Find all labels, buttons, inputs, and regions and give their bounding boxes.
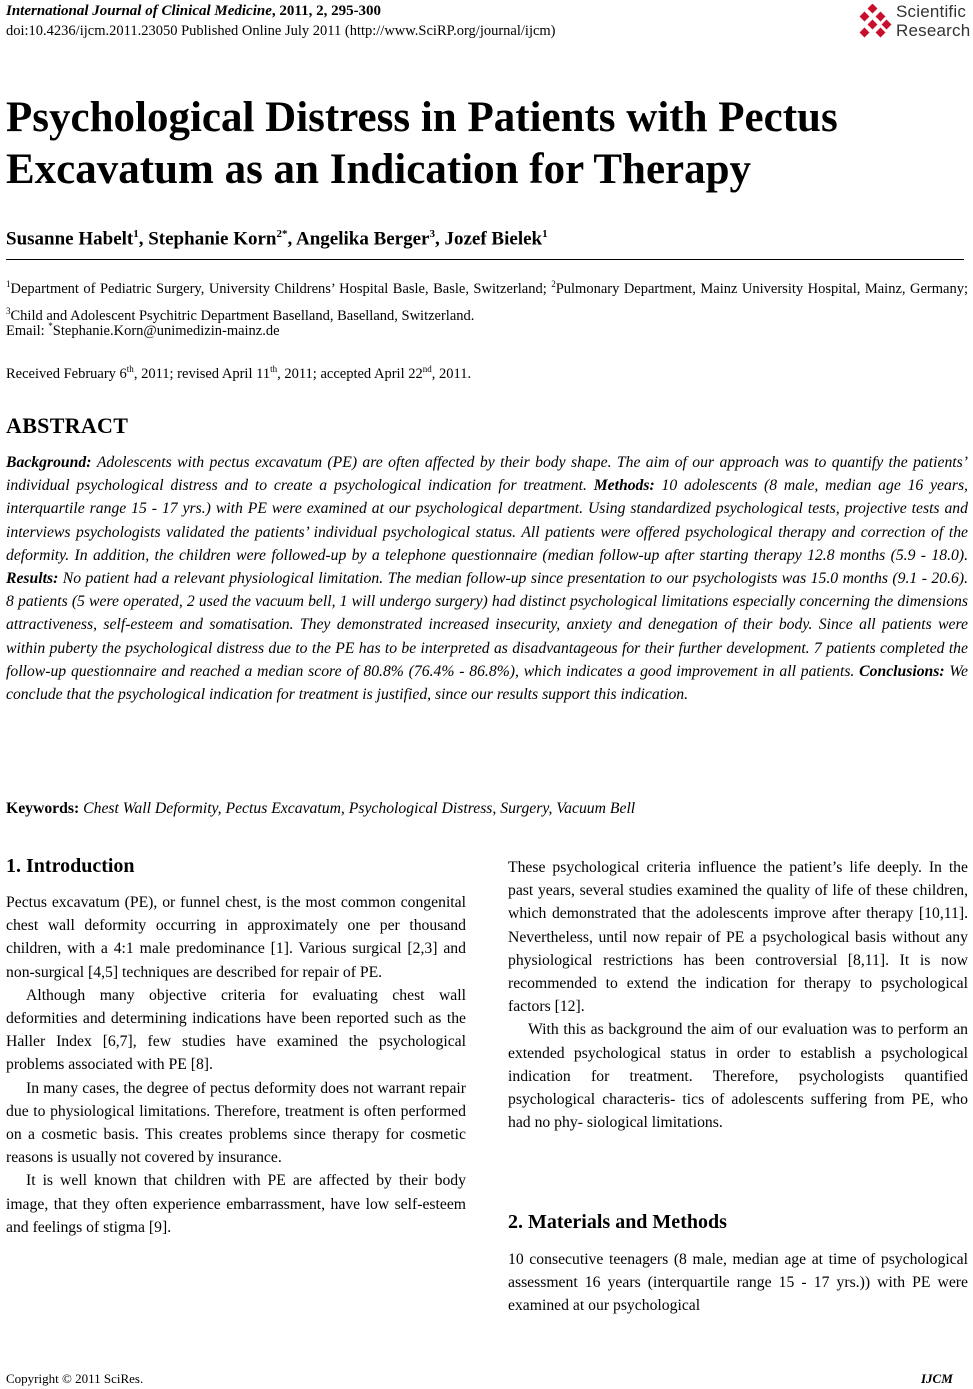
methods-column [508,1248,968,1318]
received-dates [6,364,471,383]
email-mark: * [48,321,53,331]
author-affiliation-mark: 3 [429,228,435,240]
intro-paragraph-6: With this as background the aim of our evaluation was to perform an extended psychological status in order to establish a psychological indication for treatment. Therefore, psychologists quantified psychological characteris- tics of adolescents suffering from PE, who had no phy- siological limitations. [508,1021,968,1132]
logo-text [896,2,970,40]
scientific-research-logo-icon [854,4,894,44]
author-name: Stephanie Korn [148,228,277,250]
journal-citation [6,3,381,20]
intro-paragraph-2: Although many objective criteria for evaluating chest wall deformities and determining indications have been reported such as the Haller Index [6,7], few studies have examined the psychological problems associated with PE [8]. [6,986,466,1074]
background-label: Background [6,454,87,471]
author-name: Jozef Bielek [444,228,543,250]
abstract-body: Background: Adolescents with pectus excavatum (PE) are often affected by their body shape. The aim of our approach was to quantify the patients’ individual psychological distress and to create a psychological indication for treatment. Methods: 10 adolescents (8 male, median age 16 years, interquartile range 15 - 17 yrs.) with PE were examined at our psychological department. Using standardized psychological tests, projective tests and interviews psychologists validated the patients’ individual psychological status. All patients were offered psychological therapy and correction of the deformity. In addition, the children were followed-up by a telephone questionnaire (median follow-up after starting therapy 12.8 months (5.9 - 18.0). Results: No patient had a relevant physiological limitation. The median follow-up since presentation to our psychologists was 15.0 months (9.1 - 20.6). 8 patients (5 were operated, 2 used the vacuum bell, 1 will undergo surgery) had distinct psychological limitations especially concerning the dimensions attractiveness, self-esteem and somatisation. They demonstrated increased insecurity, anxiety and denegation of their body. Since all patients were within puberty the psychological distress due to the PE has to be interpreted as disadvantageous for their further development. 7 patients completed the follow-up questionnaire and reached a median score of 80.8% (76.4% - 86.8%), which indicates a good improvement in all patients. Conclusions: We conclude that the psychological indication for treatment is justified, since our results support this indication. [6,454,968,704]
logo-line-1: Scientific [896,2,967,21]
ordinal-suffix: th [270,364,278,374]
publisher-logo [854,2,972,44]
year-text: , 2011. [431,365,472,382]
intro-paragraph-5: These psychological criteria influence the patient’s life deeply. In the past years, several studies examined the quality of life of these children, which demonstrated that the adolescents improve after therapy [10,11]. Nevertheless, until now repair of PE a psychological basis without any physiological restrictions has been controversial [8,11]. It is now recommended to extend the indication for therapy to psychological factors [12]. [508,859,968,1016]
materials-methods-heading: 2. Materials and Methods [508,1211,727,1233]
author-affiliation-mark: 1 [542,228,548,240]
journal-abbreviation: IJCM [921,1371,953,1386]
methods-text: 10 adolescents (8 male, median age 16 years, interquartile range 15 - 17 yrs.) with PE were examined at our psychological department. Using standardized psychological tests, projective tests and interviews psychologists validated the patients’ individual psychological status. All patients were offered psychological therapy and correction of the deformity. In addition, the children were followed-up by a telephone questionnaire (median follow-up after starting therapy 12.8 months (5.9 - 18.0). [6,477,968,564]
intro-paragraph-4: It is well known that children with PE are affected by their body image, that they often experience embarrassment, have low self-esteem and feelings of stigma [9]. [6,1172,466,1236]
affiliation-3: Child and Adolescent Psychitric Department Baselland, Baselland, Switzerland. [10,307,475,324]
author-name: Susanne Habelt [6,228,134,250]
results-text: No patient had a relevant physiological limitation. The median follow-up since presentation to our psychologists was 15.0 months (9.1 - 20.6). 8 patients (5 were operated, 2 used the vacuum bell, 1 will undergo surgery) had distinct psychological limitations especially concerning the dimensions attractiveness, self-esteem and somatisation. They demonstrated increased insecurity, anxiety and denegation of their body. Since all patients were within puberty the psychological distress due to the PE has to be interpreted as disadvantageous for their further development. 7 patients completed the follow-up questionnaire and reached a median score of 80.8% (76.4% - 86.8%), which indicates a good improvement in all patients. [6,570,968,680]
received-text: Received February 6 [6,365,127,382]
keywords-label: Keywords [6,800,74,817]
right-column [508,856,968,1134]
intro-paragraph-3: In many cases, the degree of pectus deformity does not warrant repair due to physiological limitations. Therefore, treatment is often performed on a cosmetic basis. This creates problems since therapy for cosmetic reasons is usually not covered by insurance. [6,1079,466,1167]
journal-volume-pages: , 2011, 2, 295-300 [271,3,382,19]
journal-name: International Journal of Clinical Medicine [6,3,272,19]
intro-paragraph-1: Pectus excavatum (PE), or funnel chest, is the most common congenital chest wall deformity occurring in approximately one per thousand children, with a 4:1 male predominance [1]. Various surgical [2,3] and non-surgical [4,5] techniques are described for repair of PE. [6,894,466,981]
doi-line: doi:10.4236/ijcm.2011.23050 Published Online July 2011 (http://www.SciRP.org/journal/ijcm) [6,23,556,39]
copyright-notice: Copyright © 2011 SciRes. [6,1371,144,1386]
affiliation-mark: 3 [6,305,11,316]
logo-line-2: Research [896,21,971,40]
paper-title: Psychological Distress in Patients with Pectus Excavatum as an Indication for Therapy [6,94,838,193]
affiliation-2: Pulmonary Department, Mainz University Hospital, Mainz, Germany; [555,280,968,297]
revised-text: , 2011; revised April 11 [133,365,271,382]
header-divider [6,259,964,260]
email-label: Email: [6,322,49,339]
accepted-text: , 2011; accepted April 22 [277,365,423,382]
keywords-text: Chest Wall Deformity, Pectus Excavatum, Psychological Distress, Surgery, Vacuum Bell [83,800,636,817]
methods-paragraph-1: 10 consecutive teenagers (8 male, median age at time of psychological assessment 16 years (interquartile range 15 - 17 yrs.)) with PE were examined at our psychological [508,1251,968,1315]
methods-label: Methods [593,477,650,495]
affiliations [6,273,968,327]
email-address[interactable]: Stephanie.Korn@unimedizin-mainz.de [52,322,280,339]
results-label: Results [6,570,54,588]
affiliation-mark: 2 [551,279,556,289]
author-affiliation-mark: 1 [133,228,139,240]
abstract-heading: ABSTRACT [6,413,129,438]
ordinal-suffix: th [126,364,134,374]
author-affiliation-mark: 2* [276,228,288,240]
author-name: Angelika Berger [295,228,430,250]
affiliation-mark: 1 [6,279,11,289]
conclusions-label: Conclusions [859,662,940,680]
conclusions-text: We conclude that the psychological indication for treatment is justified, since our results support this indication. [6,662,968,704]
left-column [6,891,466,1239]
author-list: Susanne Habelt$^1$, Stephanie Korn$^{2*}$, Angelika Berger$^3$, Jozef Bielek$^1$ [6,228,548,250]
affiliation-1: Department of Pediatric Surgery, University Childrens’ Hospital Basle, Basle, Switzerland; [10,280,552,297]
corresponding-email [6,321,280,340]
ordinal-suffix: nd [422,364,432,374]
introduction-heading: 1. Introduction [6,855,135,877]
keywords: Keywords: Chest Wall Deformity, Pectus Excavatum, Psychological Distress, Surgery, Vacuum Bell [6,800,636,817]
background-text: Adolescents with pectus excavatum (PE) are often affected by their body shape. The aim of our approach was to quantify the patients’ individual psychological distress and to create a psychological indication for treatment. [6,454,968,495]
